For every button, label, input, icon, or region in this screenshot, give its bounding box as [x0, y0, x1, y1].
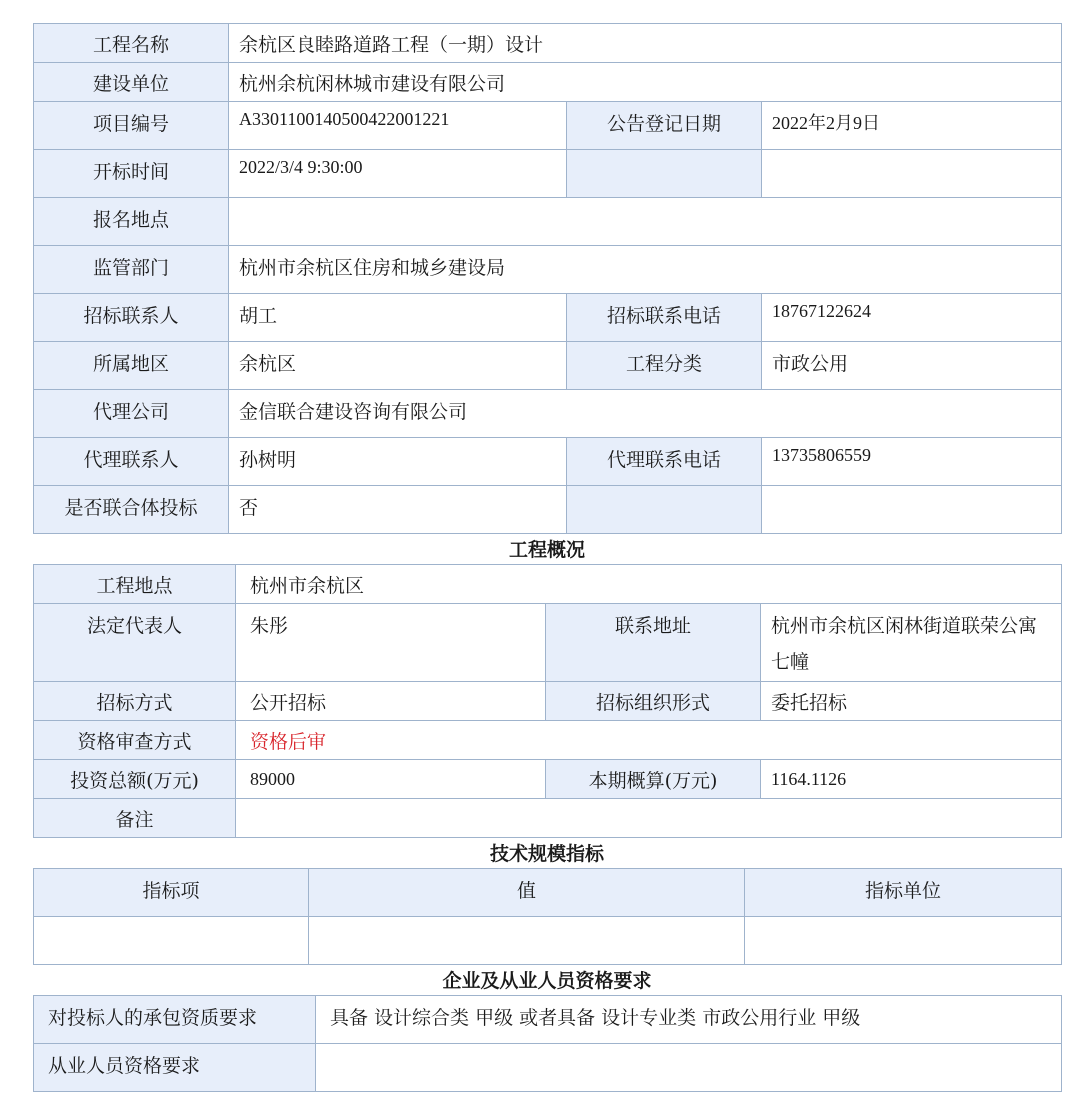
tender-contact-value: 胡工	[229, 294, 567, 342]
overview-section-title: 工程概况	[508, 539, 585, 561]
address-label: 联系地址	[546, 604, 761, 682]
supervisor-value: 杭州市余杭区住房和城乡建设局	[229, 246, 1062, 294]
signup-place-label: 报名地点	[34, 198, 229, 246]
investment-value: 89000	[236, 760, 546, 799]
col-value-header: 值	[309, 869, 745, 917]
empty-label-cell	[567, 486, 762, 534]
notice-date-value: 2022年2月9日	[762, 102, 1062, 150]
region-value: 余杭区	[229, 342, 567, 390]
category-value: 市政公用	[762, 342, 1062, 390]
remarks-value	[236, 799, 1062, 838]
bidder-req-value: 具备 设计综合类 甲级 或者具备 设计专业类 市政公用行业 甲级	[316, 996, 1062, 1044]
empty-value-cell	[762, 150, 1062, 198]
tender-phone-label: 招标联系电话	[567, 294, 762, 342]
staff-req-label: 从业人员资格要求	[34, 1044, 316, 1092]
agency-value: 金信联合建设咨询有限公司	[229, 390, 1062, 438]
qual-review-label: 资格审查方式	[34, 721, 236, 760]
col-item-header: 指标项	[34, 869, 309, 917]
project-name-label: 工程名称	[34, 24, 229, 63]
project-name-value: 余杭区良睦路道路工程（一期）设计	[229, 24, 1062, 63]
legal-rep-label: 法定代表人	[34, 604, 236, 682]
category-label: 工程分类	[567, 342, 762, 390]
location-label: 工程地点	[34, 565, 236, 604]
bidder-req-label: 对投标人的承包资质要求	[34, 996, 316, 1044]
staff-req-value	[316, 1044, 1062, 1092]
signup-place-value	[229, 198, 1062, 246]
qual-review-value: 资格后审	[236, 721, 1062, 760]
legal-rep-value: 朱彤	[236, 604, 546, 682]
empty-value-cell	[762, 486, 1062, 534]
overview-table	[33, 564, 1062, 838]
method-value: 公开招标	[236, 682, 546, 721]
builder-label: 建设单位	[34, 63, 229, 102]
consortium-value: 否	[229, 486, 567, 534]
tech-table	[33, 868, 1062, 965]
org-form-label: 招标组织形式	[546, 682, 761, 721]
consortium-label: 是否联合体投标	[34, 486, 229, 534]
budget-value: 1164.1126	[761, 760, 1062, 799]
project-no-label: 项目编号	[34, 102, 229, 150]
org-form-value: 委托招标	[761, 682, 1062, 721]
region-label: 所属地区	[34, 342, 229, 390]
notice-date-label: 公告登记日期	[567, 102, 762, 150]
project-no-value: A3301100140500422001221	[229, 102, 567, 150]
tech-section-title: 技术规模指标	[489, 843, 604, 865]
tender-phone-value: 18767122624	[762, 294, 1062, 342]
table-cell	[745, 917, 1062, 965]
qualification-table	[33, 995, 1062, 1092]
empty-label-cell	[567, 150, 762, 198]
address-value: 杭州市余杭区闲林街道联荣公寓七幢	[761, 604, 1062, 682]
table-cell	[34, 917, 309, 965]
location-value: 杭州市余杭区	[236, 565, 1062, 604]
agency-phone-label: 代理联系电话	[567, 438, 762, 486]
agency-contact-label: 代理联系人	[34, 438, 229, 486]
builder-value: 杭州余杭闲林城市建设有限公司	[229, 63, 1062, 102]
agency-phone-value: 13735806559	[762, 438, 1062, 486]
remarks-label: 备注	[34, 799, 236, 838]
method-label: 招标方式	[34, 682, 236, 721]
agency-contact-value: 孙树明	[229, 438, 567, 486]
budget-label: 本期概算(万元)	[546, 760, 761, 799]
bid-open-value: 2022/3/4 9:30:00	[229, 150, 567, 198]
agency-label: 代理公司	[34, 390, 229, 438]
table-cell	[309, 917, 745, 965]
tender-contact-label: 招标联系人	[34, 294, 229, 342]
investment-label: 投资总额(万元)	[34, 760, 236, 799]
col-unit-header: 指标单位	[745, 869, 1062, 917]
bid-open-label: 开标时间	[34, 150, 229, 198]
qualification-section-title: 企业及从业人员资格要求	[442, 970, 652, 992]
basic-info-table	[33, 23, 1062, 534]
supervisor-label: 监管部门	[34, 246, 229, 294]
